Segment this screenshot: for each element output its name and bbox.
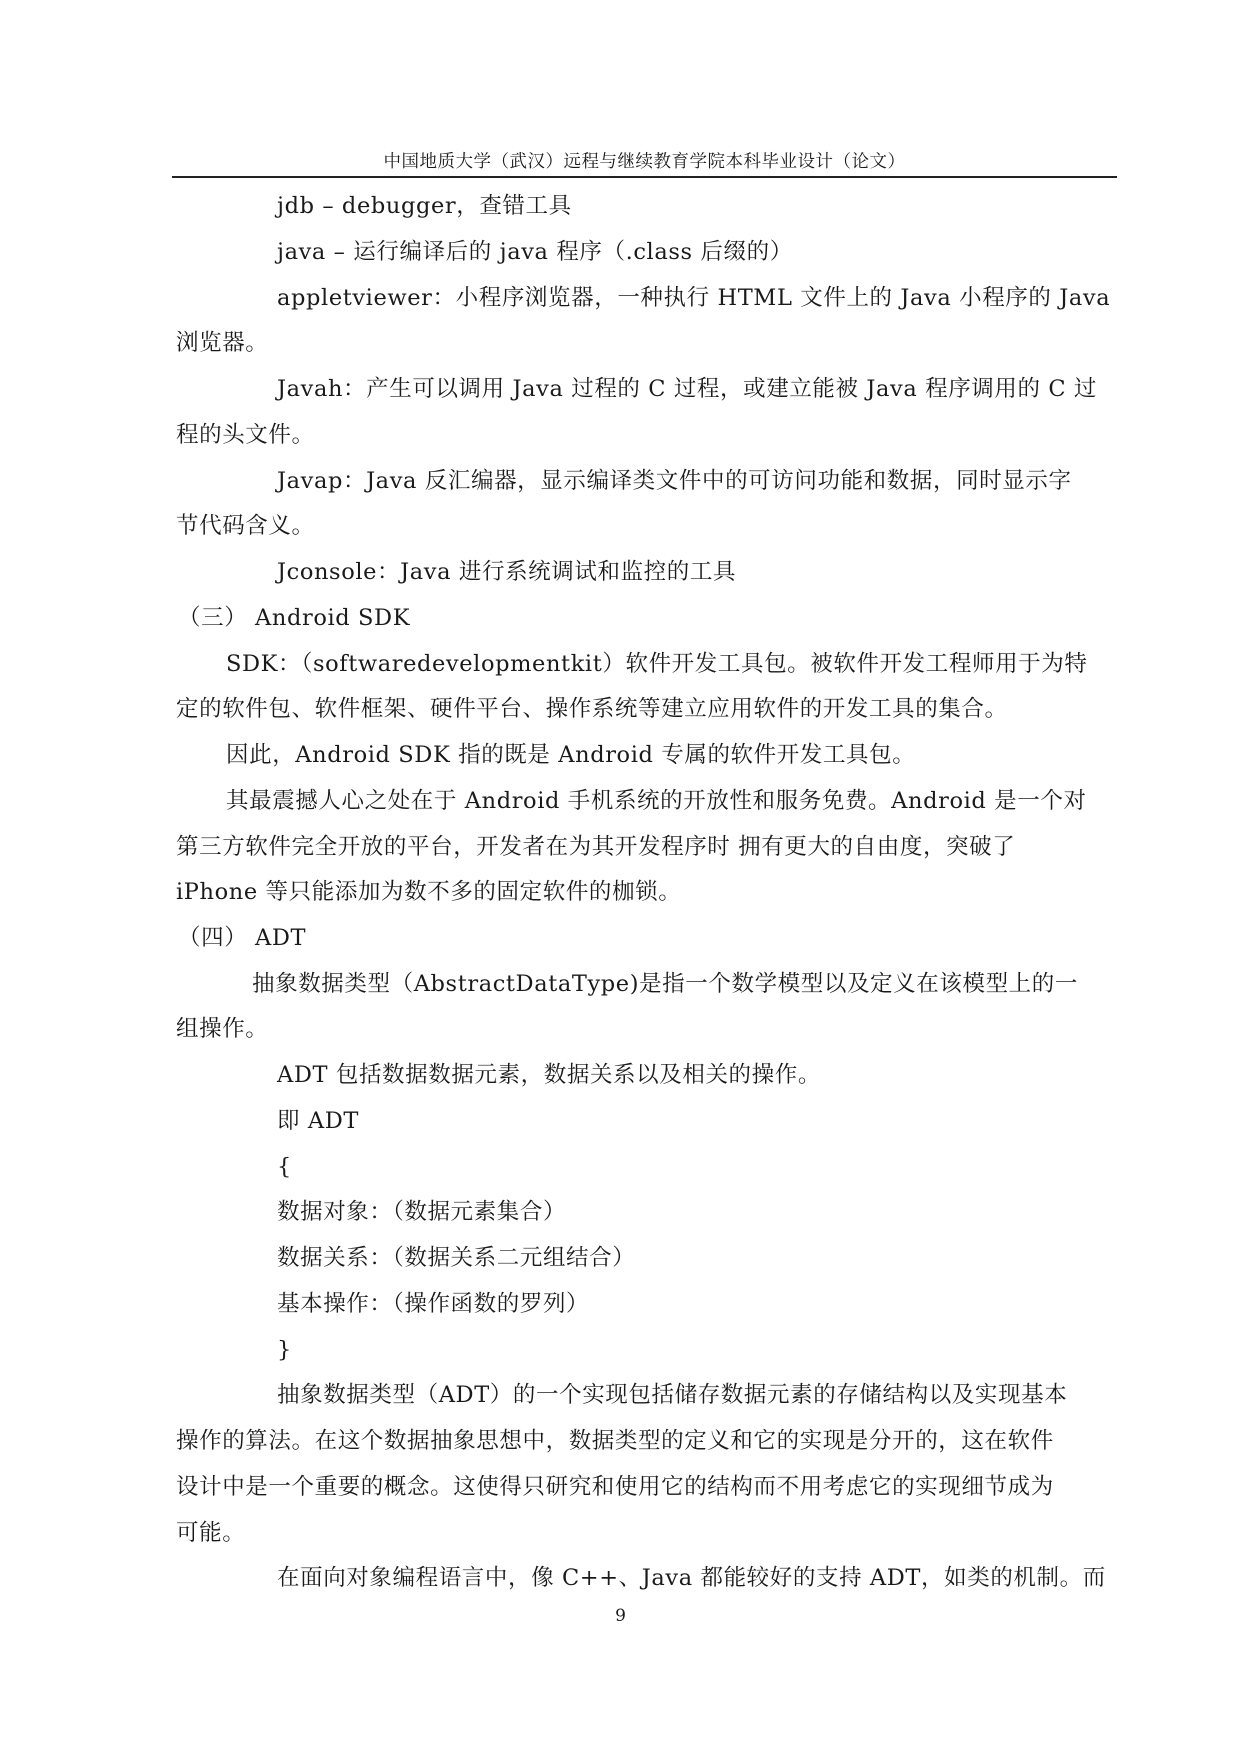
text-line: 数据对象：（数据元素集合） (277, 1199, 567, 1225)
text-line: 定的软件包、软件框架、硬件平台、操作系统等建立应用软件的开发工具的集合。 (176, 696, 1008, 722)
text-line: appletviewer：小程序浏览器，一种执行 HTML 文件上的 Java 小程序的 Java (277, 285, 1111, 311)
text-line: java – 运行编译后的 java 程序（.class 后缀的） (277, 239, 793, 265)
text-line: 其最震撼人心之处在于 Android 手机系统的开放性和服务免费。Android 是一个对 (226, 788, 1087, 814)
section-heading: （三） Android SDK (178, 605, 411, 631)
text-line: 抽象数据类型（AbstractDataType)是指一个数学模型以及定义在该模型上的一 (252, 971, 1078, 997)
text-line: { (277, 1154, 292, 1180)
page-number: 9 (615, 1606, 626, 1626)
text-line: 浏览器。 (176, 330, 269, 356)
section-heading: （四） ADT (178, 925, 307, 951)
text-line: 节代码含义。 (176, 513, 315, 539)
text-line: jdb – debugger，查错工具 (277, 193, 572, 219)
text-line: 设计中是一个重要的概念。这使得只研究和使用它的结构而不用考虑它的实现细节成为 (176, 1474, 1054, 1500)
text-line: } (277, 1337, 292, 1363)
text-line: 程的头文件。 (176, 422, 315, 448)
text-line: SDK：（softwaredevelopmentkit）软件开发工具包。被软件开发工程师用于为特 (226, 651, 1088, 677)
text-line: Javap：Java 反汇编器，显示编译类文件中的可访问功能和数据，同时显示字 (277, 468, 1072, 494)
text-line: 在面向对象编程语言中，像 C++、Java 都能较好的支持 ADT，如类的机制。而 (277, 1565, 1106, 1591)
text-line: Javah：产生可以调用 Java 过程的 C 过程，或建立能被 Java 程序调用的 C 过 (277, 376, 1098, 402)
text-line: 组操作。 (176, 1016, 269, 1042)
text-line: ADT 包括数据数据元素，数据关系以及相关的操作。 (277, 1062, 821, 1088)
text-line: 抽象数据类型（ADT）的一个实现包括储存数据元素的存储结构以及实现基本 (277, 1382, 1068, 1408)
page-header: 中国地质大学（武汉）远程与继续教育学院本科毕业设计（论文） (383, 152, 906, 172)
text-line: Jconsole：Java 进行系统调试和监控的工具 (277, 559, 737, 585)
text-line: 可能。 (176, 1520, 246, 1546)
text-line: 第三方软件完全开放的平台，开发者在为其开发程序时 拥有更大的自由度，突破了 (176, 834, 1016, 860)
text-line: 因此，Android SDK 指的既是 Android 专属的软件开发工具包。 (226, 742, 916, 768)
text-line: iPhone 等只能添加为数不多的固定软件的枷锁。 (176, 879, 682, 905)
text-line: 数据关系：（数据关系二元组结合） (277, 1245, 636, 1271)
text-line: 即 ADT (277, 1108, 359, 1134)
text-line: 操作的算法。在这个数据抽象思想中，数据类型的定义和它的实现是分开的，这在软件 (176, 1428, 1054, 1454)
header-rule (172, 176, 1117, 178)
text-line: 基本操作：（操作函数的罗列） (277, 1291, 590, 1317)
